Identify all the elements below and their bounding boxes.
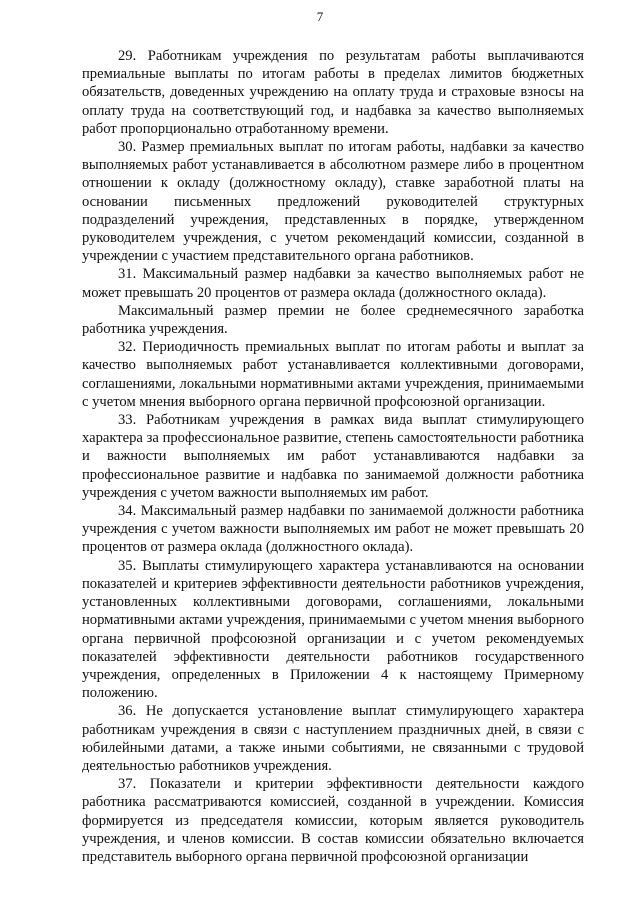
paragraph-29: 29. Работникам учреждения по результатам работы выплачиваются премиальные выплаты по итогам работы в пределах лимитов бюджетных обязательств, доведенных учреждению на оплату труда и страховые взносы на оплату труда на соответствующий год, и надбавка за качество выполняемых работ пропорционально отработанному времени. [82, 48, 584, 137]
paragraph-37: 37. Показатели и критерии эффективности деятельности каждого работника рассматриваются комиссией, созданной в учреждении. Комиссия формируется из председателя комиссии, которым является руководитель учреждения, и членов комиссии. В состав комиссии обязательно включается представитель выборного органа первичной профсоюзной организации [82, 776, 584, 865]
paragraph-36: 36. Не допускается установление выплат стимулирующего характера работникам учреждения в связи с наступлением праздничных дней, в связи с юбилейными датами, а также иными событиями, не связанными с трудовой деятельностью работников учреждения. [82, 703, 584, 774]
paragraph-33: 33. Работникам учреждения в рамках вида выплат стимулирующего характера за профессиональное развитие, степень самостоятельности работника и важности выполняемых им работ устанавливаются надбавки за профессиональное развитие и надбавка по занимаемой должности работника учреждения с учетом важности выполняемых им работ. [82, 412, 584, 501]
page-number: 7 [316, 9, 324, 24]
document-body [82, 47, 584, 866]
paragraph-31: 31. Максимальный размер надбавки за качество выполняемых работ не может превышать 20 процентов от размера оклада (должностного оклада). [82, 266, 584, 301]
paragraph-30: 30. Размер премиальных выплат по итогам работы, надбавки за качество выполняемых работ устанавливается в абсолютном размере либо в процентном отношении к окладу (должностному окладу), ставке заработной платы на основании письменных предложений руководителей структурных подразделений учреждения, представленных в порядке, утвержденном руководителем учреждения, с учетом рекомендаций комиссии, созданной в учреждении с участием представительного органа работников. [82, 139, 584, 265]
paragraph-32: 32. Периодичность премиальных выплат по итогам работы и выплат за качество выполняемых работ устанавливается коллективными договорами, соглашениями, локальными нормативными актами учреждения, принимаемыми с учетом мнения выборного органа первичной профсоюзной организации. [82, 339, 584, 410]
paragraph-35: 35. Выплаты стимулирующего характера устанавливаются на основании показателей и критериев эффективности деятельности работников учреждения, установленных коллективными договорами, соглашениями, локальными нормативными актами учреждения, принимаемыми с учетом мнения выборного органа первичной профсоюзной организации и с учетом рекомендуемых показателей эффективности деятельности работников государственного учреждения, определенных в Приложении 4 к настоящему Примерному положению. [82, 557, 584, 702]
paragraph-31-premium-limit: Максимальный размер премии не более среднемесячного заработка работника учреждения. [82, 302, 584, 338]
paragraph-34: 34. Максимальный размер надбавки по занимаемой должности работника учреждения с учетом важности выполняемых им работ не может превышать 20 процентов от размера оклада (должностного оклада). [82, 503, 584, 556]
